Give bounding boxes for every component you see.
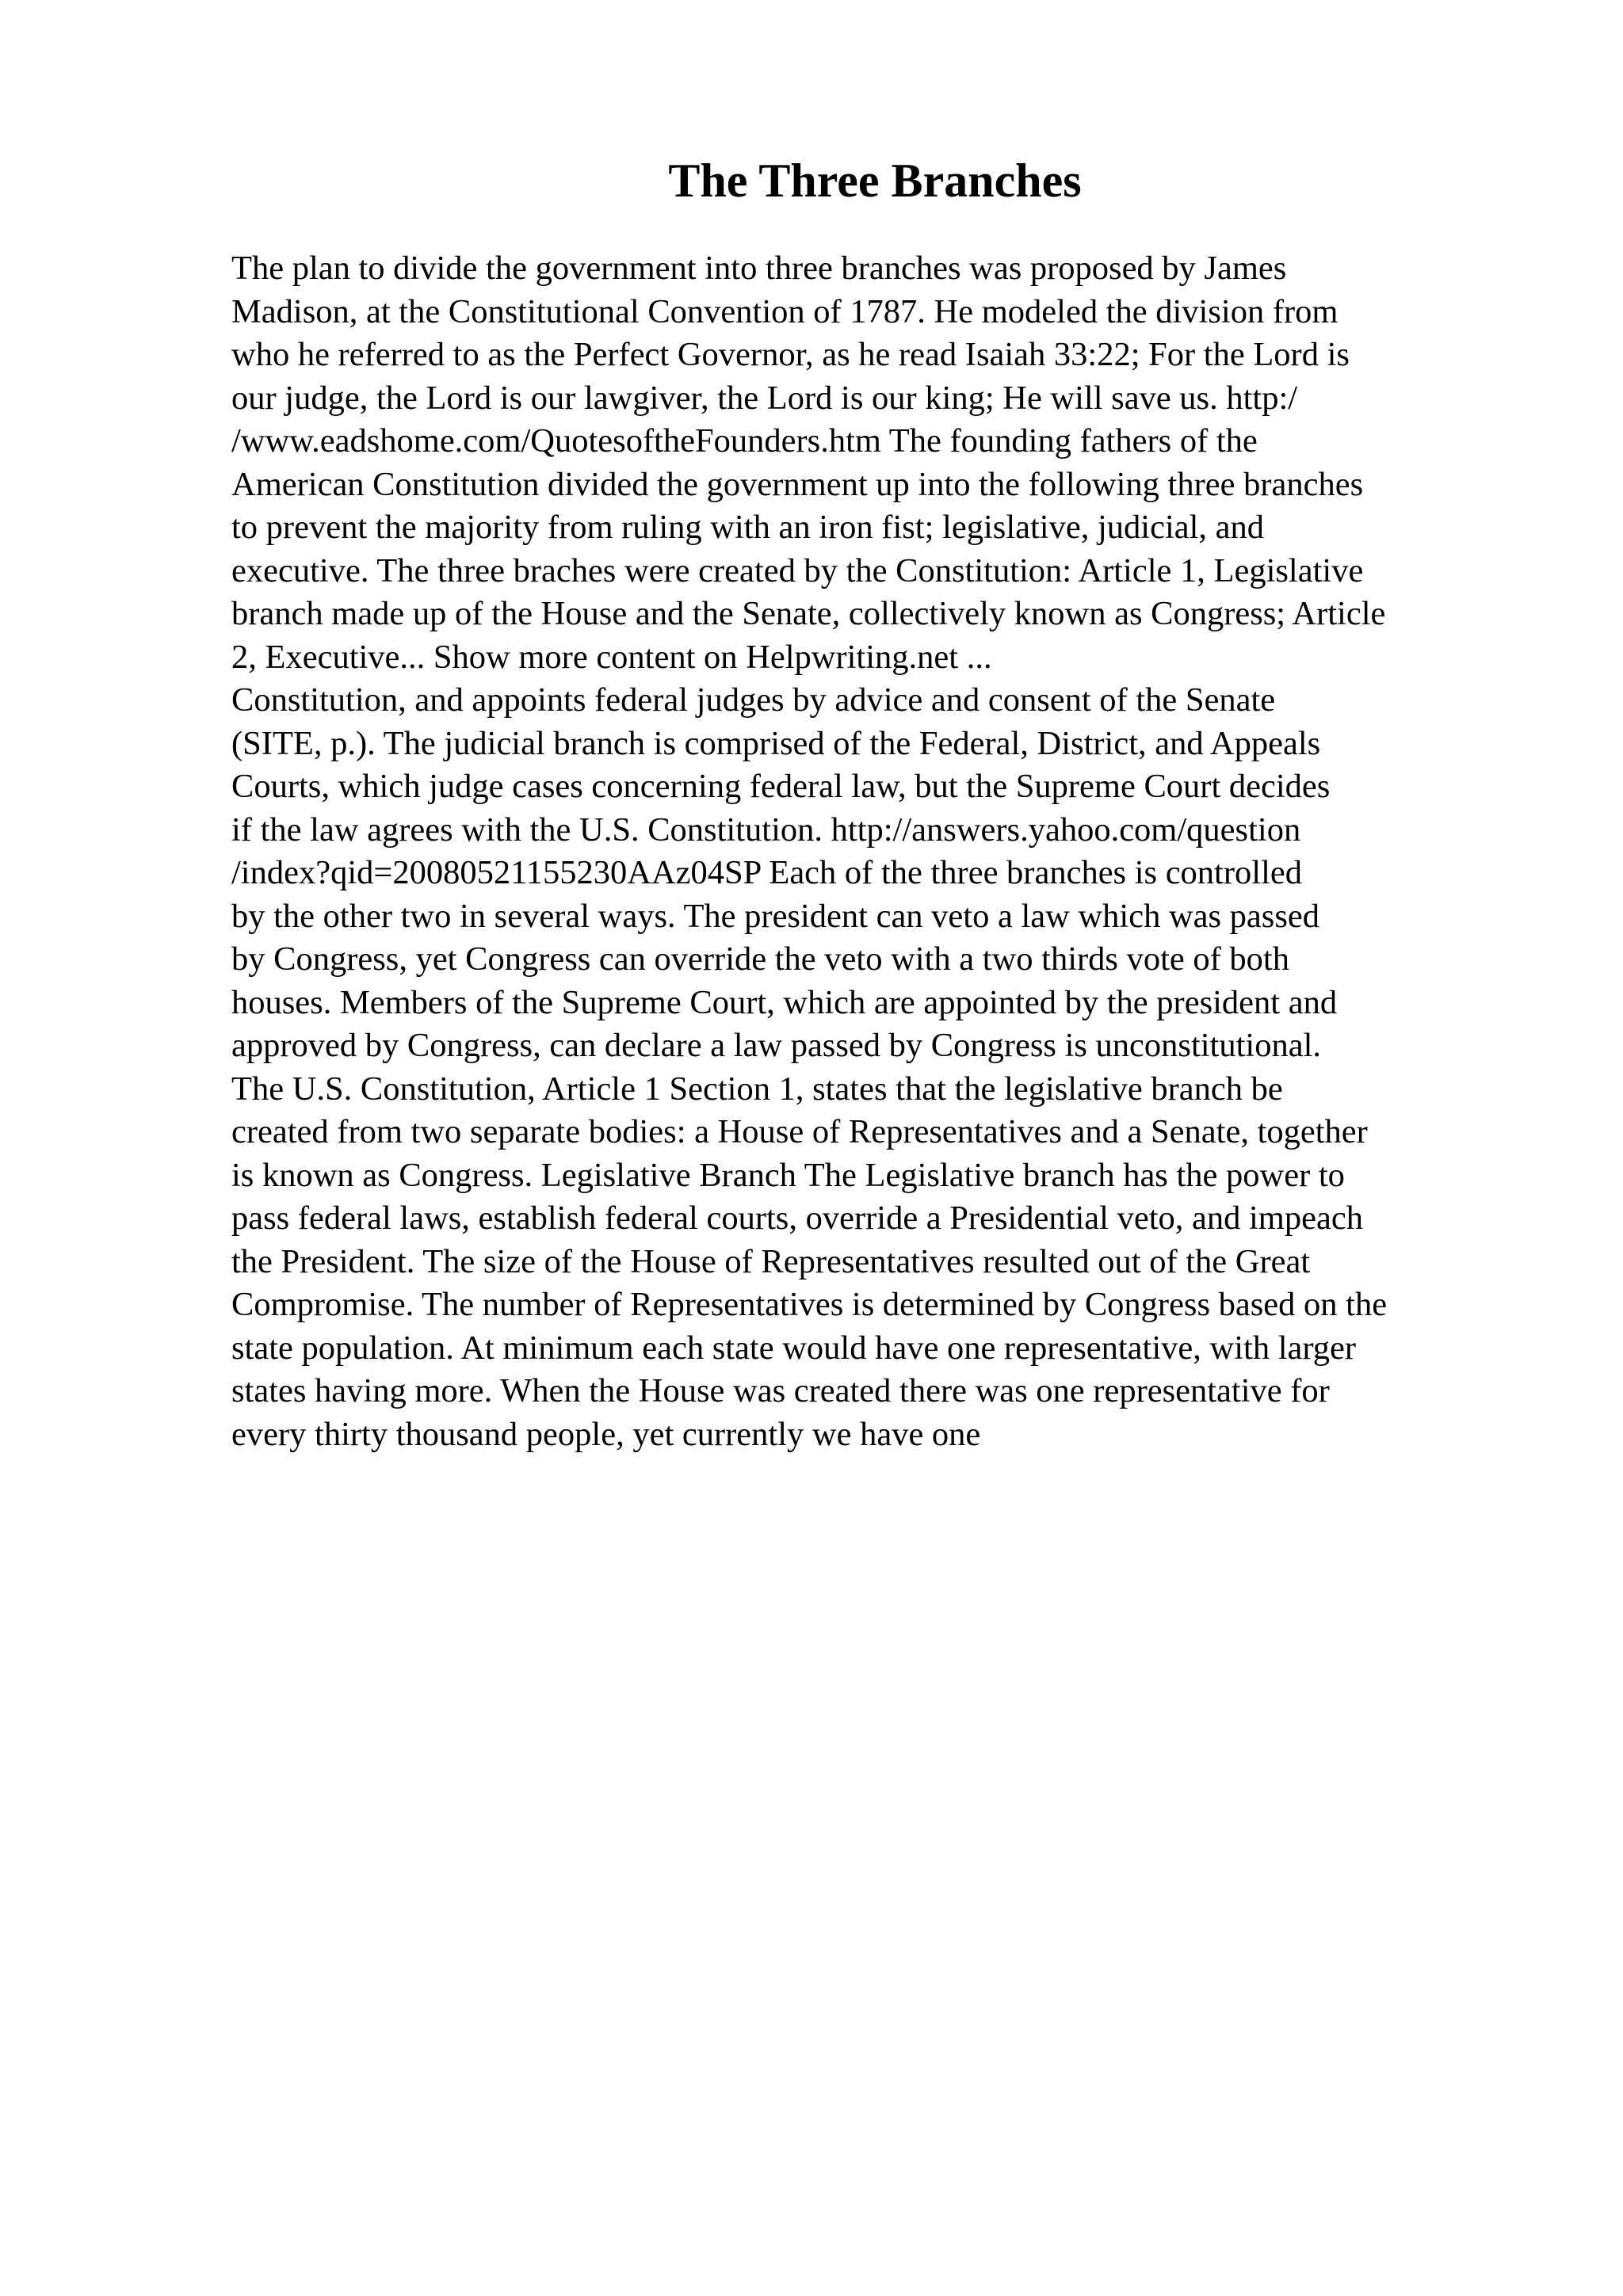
body-line: our judge, the Lord is our lawgiver, the Lord is our king; He will save us. http:/ [231, 379, 1298, 417]
body-line: every thirty thousand people, yet currently we have one [231, 1415, 981, 1453]
body-line: The U.S. Constitution, Article 1 Section 1, states that the legislative branch be [231, 1070, 1283, 1108]
title-container [0, 152, 1623, 209]
body-line: /www.eadshome.com/QuotesoftheFounders.htm The founding fathers of the [231, 422, 1258, 460]
body-line: (SITE, p.). The judicial branch is comprised of the Federal, District, and Appeals [231, 724, 1321, 762]
body-line: if the law agrees with the U.S. Constitution. http://answers.yahoo.com/question [231, 810, 1301, 849]
body-line: American Constitution divided the government up into the following three branches [231, 465, 1364, 503]
body-line: Compromise. The number of Representatives is determined by Congress based on the [231, 1286, 1388, 1323]
body-line: branch made up of the House and the Senate, collectively known as Congress; Article [231, 595, 1386, 632]
body-line: The plan to divide the government into three branches was proposed by James [231, 250, 1287, 287]
body-line: Constitution, and appoints federal judges by advice and consent of the Senate [231, 681, 1276, 719]
body-line: Courts, which judge cases concerning federal law, but the Supreme Court decides [231, 768, 1331, 805]
body-line: created from two separate bodies: a House of Representatives and a Senate, together [231, 1113, 1368, 1150]
body-line: is known as Congress. Legislative Branch The Legislative branch has the power to [231, 1156, 1345, 1194]
body-line: Madison, at the Constitutional Convention of 1787. He modeled the division from [231, 292, 1338, 330]
body-line: to prevent the majority from ruling with an iron fist; legislative, judicial, and [231, 509, 1265, 546]
body-line: /index?qid=20080521155230AAz04SP Each of the three branches is controlled [231, 854, 1302, 891]
body-line: state population. At minimum each state would have one representative, with larger [231, 1329, 1357, 1367]
body-line: houses. Members of the Supreme Court, which are appointed by the president and [231, 983, 1338, 1021]
body-line: executive. The three braches were created by the Constitution: Article 1, Legislative [231, 551, 1364, 589]
body-line: by the other two in several ways. The president can veto a law which was passed [231, 897, 1319, 935]
document-title: The Three Branches [668, 154, 1082, 207]
body-line: by Congress, yet Congress can override the veto with a two thirds vote of both [231, 940, 1289, 978]
body-line: the President. The size of the House of Representatives resulted out of the Great [231, 1242, 1311, 1280]
body-line: pass federal laws, establish federal courts, override a Presidential veto, and impeach [231, 1199, 1363, 1237]
body-line: approved by Congress, can declare a law passed by Congress is unconstitutional. [231, 1027, 1322, 1064]
body-line: who he referred to as the Perfect Governor, as he read Isaiah 33:22; For the Lord is [231, 336, 1350, 373]
body-line: 2, Executive... Show more content on Helpwriting.net ... [231, 638, 992, 676]
body-line: states having more. When the House was created there was one representative for [231, 1372, 1330, 1409]
document-body [231, 247, 1515, 1456]
